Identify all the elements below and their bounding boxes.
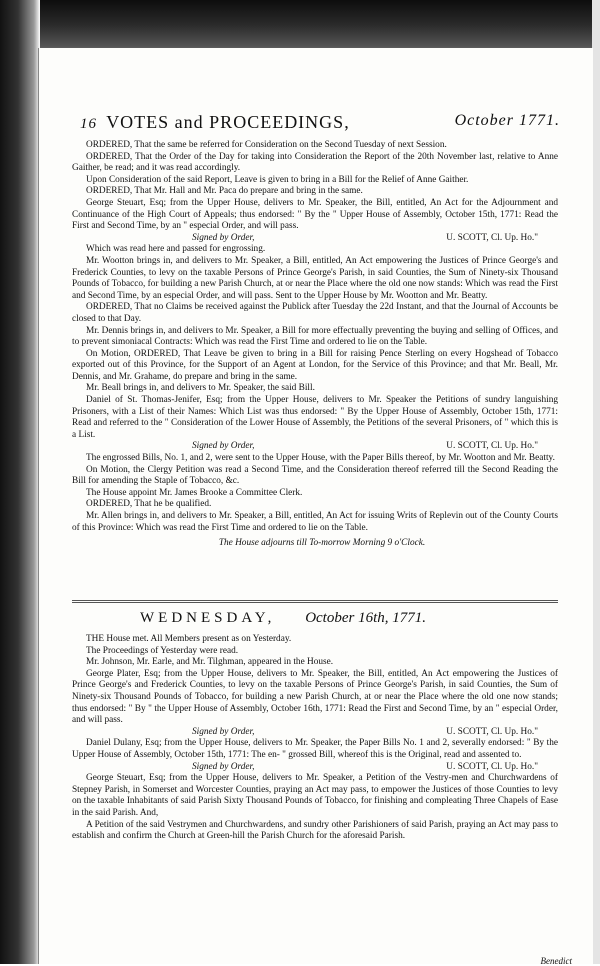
paragraph: On Motion, the Clergy Petition was read a Second Time, and the Consideration thereof referred till the Second Reading the Bill for amending the Staple of Tobacco, &c. — [72, 464, 558, 487]
paragraph: Mr. Wootton brings in, and delivers to Mr. Speaker, a Bill, entitled, An Act empowering the Justices of Prince George's and Frederick Counties, to levy on the taxable Persons of Prince George's Parish, in said Counties, the Sum of Ninety-six Thousand Pounds of Tobacco, for building a new Parish Church, at or near the Place where the old one now stands: Which was read the First and Second Time, by an especial Order, and will pass. Sent to the Upper House by Mr. Wootton and Mr. Beatty. — [72, 255, 558, 301]
signature-line — [72, 441, 558, 453]
paragraph: ORDERED, That the Order of the Day for taking into Consideration the Report of the 20th November last, relative to Anne Gaither, be read; and it was read accordingly. — [72, 151, 558, 174]
paragraph: George Steuart, Esq; from the Upper House, delivers to Mr. Speaker, a Petition of the Vestry-men and Churchwardens of Stepney Parish, in Somerset and Worcester Counties, praying an Act may pass, to empower the Justices of those Counties to levy on the taxable Inhabitants of said Parish Sixty Thousand Pounds of Tobacco, for finishing and compleating Three Chapels of Ease in the said Parish. And, — [72, 773, 558, 818]
paragraph: Mr. Allen brings in, and delivers to Mr. Speaker, a Bill, entitled, An Act for issuing Writs of Replevin out of the County Courts of this Province: Which was read the First Time and ordered to lie on the Table. — [72, 511, 558, 533]
catchword: Benedict — [540, 956, 572, 966]
signature-line — [72, 762, 558, 774]
running-header — [80, 112, 560, 134]
scan-shadow-left — [0, 0, 40, 964]
signed-by-order: Signed by Order, — [192, 726, 255, 737]
paragraph: The House appoint Mr. James Brooke a Committee Clerk. — [86, 487, 303, 498]
day-date: October 16th, 1771. — [305, 610, 427, 626]
section-rule — [72, 602, 558, 603]
section-october-16 — [72, 634, 558, 843]
signed-by-order: Signed by Order, — [192, 441, 255, 452]
adjournment-line: The House adjourns till To-morrow Morning 9 o'Clock. — [218, 538, 426, 549]
paragraph: George Plater, Esq; from the Upper House, delivers to Mr. Speaker, the Bill, entitled, An Act empowering the Justices of Prince George's and Frederick Counties, to levy on the taxable Persons of Prince George's Parish, in said Counties, the Sum of Ninety-six Thousand Pounds of Tobacco, for building a new Parish Church, at or near the Place where the old one now stands; thus endorsed: " By " the Upper House of Assembly, October 16th, 1771: Read the First and Second Time, by an " especial Order, and will pass. — [72, 668, 558, 726]
paragraph: ORDERED, That he be qualified. — [86, 499, 212, 510]
clerk-signature: U. SCOTT, Cl. Up. Ho." — [446, 441, 538, 452]
section-october-15 — [72, 140, 558, 550]
day-name: WEDNESDAY, — [140, 610, 276, 626]
paragraph: Which was read here and passed for engrossing. — [86, 244, 266, 255]
paragraph: George Steuart, Esq; from the Upper House, delivers to Mr. Speaker, the Bill, entitled, An Act for the Adjournment and Continuance of the High Court of Appeals; thus endorsed: " By the " Upper House of Assembly, October 15th, 1771: Read the First and Second Time, by an " especial Order, and will pass. — [72, 197, 558, 232]
paragraph: On Motion, ORDERED, That Leave be given to bring in a Bill for raising Pence Sterling on every Hogshead of Tobacco exported out of this Province, for the Support of an Agent at London, for the Service of this Province; and that Mr. Beall, Mr. Dennis, and Mr. Grahame, do prepare and bring in the same. — [72, 348, 558, 382]
paragraph: The Proceedings of Yesterday were read. — [86, 645, 239, 656]
signed-by-order: Signed by Order, — [192, 232, 255, 243]
paragraph: ORDERED, That no Claims be received against the Publick after Tuesday the 22d Instant, and that the Journal of Accounts be closed to that Day. — [72, 302, 558, 324]
clerk-signature: U. SCOTT, Cl. Up. Ho." — [446, 726, 538, 737]
day-heading — [140, 610, 426, 627]
signature-line — [72, 727, 558, 739]
clerk-signature: U. SCOTT, Cl. Up. Ho." — [446, 761, 538, 772]
paragraph: Mr. Beall brings in, and delivers to Mr. Speaker, the said Bill. — [86, 383, 315, 394]
page-number: 16 — [80, 116, 97, 132]
paragraph: The engrossed Bills, No. 1, and 2, were sent to the Upper House, with the Paper Bills thereof, by Mr. Wootton and Mr. Beatty. — [86, 453, 555, 464]
section-rule — [72, 600, 558, 601]
paragraph: ORDERED, That Mr. Hall and Mr. Paca do prepare and bring in the same. — [86, 186, 363, 197]
paragraph: Daniel of St. Thomas-Jenifer, Esq; from the Upper House, delivers to Mr. Speaker the Petitions of sundry languishing Prisoners, with a List of their Names: Which List was thus endorsed: " By the Upper House of Assembly, October 15th, 1771: Read and referred to the " Consideration of the Lower House of Assembly, the Petitions of the several Prisoners, of " which this is a List. — [72, 395, 558, 440]
clerk-signature: U. SCOTT, Cl. Up. Ho." — [446, 232, 538, 243]
running-title: VOTES and PROCEEDINGS, — [106, 112, 350, 132]
paragraph: A Petition of the said Vestrymen and Churchwardens, and sundry other Parishioners of said Parish, praying an Act may pass to establish and confirm the Church at Green-hill the Parish Church for the aforesaid Parish. — [72, 819, 558, 842]
signature-line — [72, 233, 558, 245]
paragraph: Upon Consideration of the said Report, Leave is given to bring in a Bill for the Relief of Anne Gaither. — [86, 174, 469, 185]
signed-by-order: Signed by Order, — [192, 761, 255, 772]
paragraph: Mr. Johnson, Mr. Earle, and Mr. Tilghman, appeared in the House. — [86, 657, 334, 668]
header-date: October 1771. — [454, 112, 560, 129]
paragraph: Mr. Dennis brings in, and delivers to Mr. Speaker, a Bill for more effectually preventing the buying and selling of Offices, and to prevent simoniacal Contracts: Which was read the First Time and ordered to lie on the Table. — [72, 325, 558, 348]
scan-edge-right — [592, 0, 600, 964]
paragraph: ORDERED, That the same be referred for Consideration on the Second Tuesday of next Session. — [86, 140, 447, 150]
paragraph: THE House met. All Members present as on Yesterday. — [86, 634, 292, 644]
paragraph: Daniel Dulany, Esq; from the Upper House, delivers to Mr. Speaker, the Paper Bills No. 1 and 2, severally endorsed: " By the Upper House of Assembly, October 15th, 1771: The en- " grossed Bill, whereof this is the Original, read and assented to. — [72, 738, 558, 760]
